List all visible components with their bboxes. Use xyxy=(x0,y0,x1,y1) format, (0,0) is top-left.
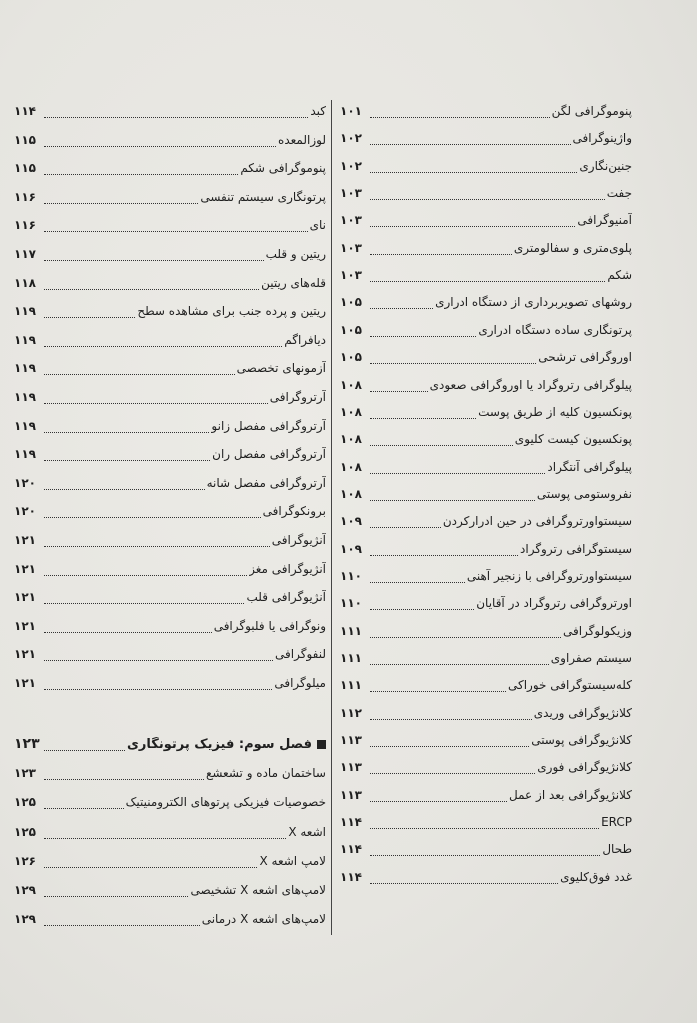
toc-entry-title: لامپ اشعه X xyxy=(259,854,326,868)
toc-page-number: ۱۱۱ xyxy=(340,678,362,692)
toc-entry xyxy=(340,155,632,177)
dot-leader xyxy=(44,395,268,404)
dot-leader xyxy=(370,383,428,392)
toc-page-number: ۱۰۸ xyxy=(340,487,362,501)
dot-leader xyxy=(370,656,549,665)
toc-entry xyxy=(340,483,632,505)
toc-entry-title: لامپ‌های اشعه X درمانی xyxy=(201,912,326,926)
section-square-icon xyxy=(317,740,326,749)
toc-entry xyxy=(340,291,632,313)
toc-page-number: ۱۰۹ xyxy=(340,514,362,528)
toc-page-number: ۱۰۳ xyxy=(340,186,362,200)
dot-leader xyxy=(44,195,198,204)
toc-entry xyxy=(340,784,632,806)
toc-entry xyxy=(14,157,326,179)
toc-entry-title: سیستم صفراوی xyxy=(550,651,632,665)
toc-page-number: ۱۰۵ xyxy=(340,323,362,337)
dot-leader xyxy=(370,629,561,638)
toc-entry xyxy=(340,866,632,888)
toc-page-number: ۱۲۵ xyxy=(14,825,36,839)
dot-leader xyxy=(44,109,308,118)
toc-entry-title: شکم xyxy=(607,268,632,282)
toc-page-number: ۱۰۳ xyxy=(340,213,362,227)
dot-leader xyxy=(370,109,550,118)
toc-page-number: ۱۲۱ xyxy=(14,619,36,633)
toc-page-number: ۱۲۱ xyxy=(14,647,36,661)
dot-leader xyxy=(44,771,204,780)
toc-page-number: ۱۱۴ xyxy=(340,815,362,829)
toc-entry xyxy=(340,346,632,368)
toc-page-number: ۱۲۵ xyxy=(14,795,36,809)
dot-leader xyxy=(44,567,247,576)
toc-page-number: ۱۰۹ xyxy=(340,542,362,556)
toc-page-number: ۱۱۵ xyxy=(14,161,36,175)
toc-entry-title: ریتین و قلب xyxy=(265,247,326,261)
dot-leader xyxy=(44,624,212,633)
dot-leader xyxy=(370,574,465,583)
toc-page-number: ۱۰۸ xyxy=(340,432,362,446)
dot-leader xyxy=(370,300,433,309)
toc-page-number: ۱۱۴ xyxy=(340,842,362,856)
dot-leader xyxy=(370,328,476,337)
toc-entry-title: قله‌های ریتین xyxy=(261,276,326,290)
toc-page-number: ۱۱۹ xyxy=(14,333,36,347)
toc-entry-title: سیستوگرافی رتروگراد xyxy=(520,542,632,556)
toc-page-number: ۱۲۱ xyxy=(14,676,36,690)
toc-page-number: ۱۱۷ xyxy=(14,247,36,261)
toc-entry xyxy=(340,428,632,450)
toc-entry-title: جفت xyxy=(606,186,632,200)
toc-entry xyxy=(340,374,632,396)
toc-page-number: ۱۲۳ xyxy=(14,766,36,780)
toc-entry xyxy=(340,838,632,860)
toc-entry xyxy=(340,100,632,122)
dot-leader xyxy=(44,509,261,518)
toc-entry-title: سیستواورتروگرافی در حین ادرارکردن xyxy=(442,514,632,528)
toc-entry-title: نای xyxy=(309,218,326,232)
toc-section-heading xyxy=(14,733,326,755)
toc-page-number: ۱۲۰ xyxy=(14,504,36,518)
toc-entry-title: آرتروگرافی xyxy=(269,390,326,404)
toc-entry-title: پنوموگرافی لگن xyxy=(551,104,632,118)
toc-entry xyxy=(340,182,632,204)
toc-entry xyxy=(14,329,326,351)
toc-entry-title: دیافراگم xyxy=(284,333,326,347)
dot-leader xyxy=(44,652,273,661)
toc-entry xyxy=(14,272,326,294)
toc-entry xyxy=(14,186,326,208)
toc-page-number: ۱۲۳ xyxy=(14,736,40,752)
toc-entry xyxy=(340,592,632,614)
dot-leader xyxy=(370,465,545,474)
toc-entry-title: سیستواورتروگرافی با زنجیر آهنی xyxy=(466,569,632,583)
toc-page-number: ۱۰۲ xyxy=(340,159,362,173)
toc-entry xyxy=(340,702,632,724)
toc-page-number: ۱۱۶ xyxy=(14,218,36,232)
dot-leader xyxy=(44,830,286,839)
dot-leader xyxy=(44,595,244,604)
toc-page-number: ۱۱۸ xyxy=(14,276,36,290)
toc-page-number: ۱۰۵ xyxy=(340,295,362,309)
dot-leader xyxy=(44,424,209,433)
toc-page-number: ۱۱۳ xyxy=(340,760,362,774)
toc-entry-title: کلانژیوگرافی پوستی xyxy=(531,733,632,747)
toc-entry-title: ساختمان ماده و تشعشع xyxy=(205,766,326,780)
dot-leader xyxy=(370,820,599,829)
dot-leader xyxy=(370,191,605,200)
toc-page-number: ۱۰۸ xyxy=(340,460,362,474)
toc-entry-title: آرتروگرافی مفصل شانه xyxy=(206,476,326,490)
toc-page-number: ۱۲۱ xyxy=(14,562,36,576)
toc-page-number: ۱۱۹ xyxy=(14,419,36,433)
toc-page-number: ۱۱۴ xyxy=(14,104,36,118)
dot-leader xyxy=(44,888,188,897)
toc-entry-title: پرتونگاری ساده دستگاه ادراری xyxy=(478,323,632,337)
toc-entry xyxy=(14,672,326,694)
toc-entry xyxy=(14,586,326,608)
toc-entry-title: پلوی‌متری و سفالومتری xyxy=(513,241,632,255)
toc-page-number: ۱۲۱ xyxy=(14,533,36,547)
dot-leader xyxy=(44,338,282,347)
dot-leader xyxy=(370,601,474,610)
dot-leader xyxy=(44,742,125,751)
dot-leader xyxy=(370,519,441,528)
toc-entry-title: کلانژیوگرافی فوری xyxy=(537,760,632,774)
toc-entry-title: آنژیوگرافی قلب xyxy=(246,590,326,604)
dot-leader xyxy=(370,136,571,145)
toc-entry xyxy=(14,472,326,494)
toc-entry xyxy=(340,264,632,286)
dot-leader xyxy=(44,281,259,290)
dot-leader xyxy=(370,875,558,884)
toc-entry xyxy=(14,415,326,437)
dot-leader xyxy=(44,309,135,318)
toc-entry xyxy=(14,129,326,151)
toc-entry xyxy=(340,647,632,669)
dot-leader xyxy=(44,166,238,175)
toc-entry xyxy=(14,762,326,784)
toc-page-number: ۱۱۴ xyxy=(340,870,362,884)
dot-leader xyxy=(370,683,506,692)
toc-entry-title: پنوموگرافی شکم xyxy=(240,161,326,175)
toc-entry xyxy=(14,300,326,322)
toc-entry xyxy=(340,456,632,478)
dot-leader xyxy=(370,218,575,227)
dot-leader xyxy=(44,138,276,147)
toc-entry xyxy=(14,850,326,872)
toc-entry-title: برونکوگرافی xyxy=(262,504,326,518)
toc-entry-title: واژینوگرافی xyxy=(572,131,632,145)
toc-entry-title: وزیکولوگرافی xyxy=(562,624,632,638)
toc-page-number: ۱۰۵ xyxy=(340,350,362,364)
toc-entry xyxy=(14,214,326,236)
toc-entry xyxy=(340,237,632,259)
toc-page-number: ۱۰۳ xyxy=(340,268,362,282)
dot-leader xyxy=(370,410,476,419)
toc-entry xyxy=(340,674,632,696)
toc-entry xyxy=(14,615,326,637)
dot-leader xyxy=(44,538,270,547)
toc-entry-title: اورتروگرافی رتروگراد در آقایان xyxy=(476,596,632,610)
toc-entry xyxy=(14,908,326,930)
toc-entry-title: آنژیوگرافی مغز xyxy=(249,562,326,576)
dot-leader xyxy=(370,355,536,364)
toc-entry-title: غدد فوق‌کلیوی xyxy=(560,870,632,884)
toc-page-number: ۱۱۵ xyxy=(14,133,36,147)
toc-entry-title: لنفوگرافی xyxy=(275,647,326,661)
dot-leader xyxy=(44,800,124,809)
toc-entry xyxy=(340,756,632,778)
toc-page-number: ۱۲۹ xyxy=(14,912,36,926)
dot-leader xyxy=(44,681,272,690)
toc-entry xyxy=(340,620,632,642)
dot-leader xyxy=(44,252,264,261)
toc-entry xyxy=(14,643,326,665)
dot-leader xyxy=(370,547,518,556)
toc-page-number: ۱۲۱ xyxy=(14,590,36,604)
toc-entry-title: پونکسیون کلیه از طریق پوست xyxy=(478,405,632,419)
toc-entry xyxy=(14,100,326,122)
dot-leader xyxy=(370,273,605,282)
toc-entry-title: لامپ‌های اشعه X تشخیصی xyxy=(190,883,326,897)
toc-entry xyxy=(14,500,326,522)
toc-entry xyxy=(14,386,326,408)
dot-leader xyxy=(44,223,308,232)
toc-entry-title: آزمونهای تخصصی xyxy=(236,361,326,375)
dot-leader xyxy=(370,437,513,446)
toc-page-number: ۱۱۱ xyxy=(340,651,362,665)
toc-entry xyxy=(340,209,632,231)
toc-entry xyxy=(14,243,326,265)
toc-entry-title: اشعه X xyxy=(288,825,326,839)
dot-leader xyxy=(370,738,529,747)
toc-page-number: ۱۱۹ xyxy=(14,447,36,461)
toc-page-number: ۱۱۳ xyxy=(340,788,362,802)
column-divider xyxy=(331,100,332,935)
toc-entry xyxy=(14,879,326,901)
toc-entry-title: اوروگرافی ترشحی xyxy=(538,350,632,364)
toc-entry-title: آرتروگرافی مفصل زانو xyxy=(211,419,326,433)
dot-leader xyxy=(370,793,507,802)
toc-page-number: ۱۰۳ xyxy=(340,241,362,255)
toc-page-number: ۱۲۶ xyxy=(14,854,36,868)
toc-entry-title: میلوگرافی xyxy=(274,676,326,690)
toc-entry xyxy=(14,821,326,843)
dot-leader xyxy=(44,859,257,868)
toc-entry xyxy=(340,538,632,560)
toc-page-number: ۱۱۰ xyxy=(340,569,362,583)
toc-page-number: ۱۰۲ xyxy=(340,131,362,145)
toc-entry-title: لوزالمعده xyxy=(278,133,326,147)
toc-entry-title: ونوگرافی یا فلبوگرافی xyxy=(213,619,326,633)
dot-leader xyxy=(370,711,532,720)
toc-entry-title: ERCP xyxy=(601,815,632,829)
toc-page-number: ۱۲۰ xyxy=(14,476,36,490)
toc-page-number: ۱۱۳ xyxy=(340,733,362,747)
toc-entry xyxy=(340,127,632,149)
toc-entry-title: آرتروگرافی مفصل ران xyxy=(212,447,326,461)
dot-leader xyxy=(370,246,512,255)
toc-entry xyxy=(340,729,632,751)
toc-entry xyxy=(340,319,632,341)
toc-entry-title: پونکسیون کیست کلیوی xyxy=(514,432,632,446)
dot-leader xyxy=(370,164,577,173)
toc-page-number: ۱۰۸ xyxy=(340,405,362,419)
toc-entry-title: فصل سوم: فیزیک پرتونگاری xyxy=(127,736,312,752)
dot-leader xyxy=(44,452,210,461)
toc-entry-title: کله‌سیستوگرافی خوراکی xyxy=(507,678,632,692)
toc-entry xyxy=(340,401,632,423)
toc-entry-title: روشهای تصویربرداری از دستگاه ادراری xyxy=(435,295,632,309)
dot-leader xyxy=(370,492,535,501)
toc-page-number: ۱۱۹ xyxy=(14,304,36,318)
toc-entry-title: جنین‌نگاری xyxy=(579,159,632,173)
toc-page-number: ۱۱۲ xyxy=(340,706,362,720)
toc-entry-title: خصوصیات فیزیکی پرتوهای الکترومنیتیک xyxy=(125,795,326,809)
toc-entry xyxy=(340,811,632,833)
toc-entry xyxy=(14,791,326,813)
toc-entry xyxy=(14,558,326,580)
toc-entry-title: طحال xyxy=(602,842,632,856)
dot-leader xyxy=(370,765,535,774)
toc-entry-title: کبد xyxy=(310,104,326,118)
toc-page-number: ۱۲۹ xyxy=(14,883,36,897)
dot-leader xyxy=(370,847,600,856)
toc-entry-title: آمنیوگرافی xyxy=(577,213,632,227)
toc-page-number: ۱۱۰ xyxy=(340,596,362,610)
dot-leader xyxy=(44,917,200,926)
toc-entry-title: کلانژیوگرافی وریدی xyxy=(533,706,632,720)
toc-page-number: ۱۱۹ xyxy=(14,361,36,375)
toc-entry-title: نفروستومی پوستی xyxy=(536,487,632,501)
toc-entry-title: آنژیوگرافی xyxy=(271,533,326,547)
toc-entry-title: پیلوگرافی آنتگراد xyxy=(547,460,632,474)
toc-page-number: ۱۱۶ xyxy=(14,190,36,204)
toc-entry xyxy=(340,565,632,587)
toc-page-number: ۱۰۱ xyxy=(340,104,362,118)
toc-entry-title: ریتین و پرده جنب برای مشاهده سطح xyxy=(137,304,326,318)
toc-entry xyxy=(14,357,326,379)
toc-page-number: ۱۱۹ xyxy=(14,390,36,404)
toc-entry xyxy=(14,443,326,465)
toc-entry xyxy=(340,510,632,532)
toc-entry xyxy=(14,529,326,551)
toc-entry-title: کلانژیوگرافی بعد از عمل xyxy=(509,788,632,802)
toc-page-number: ۱۰۸ xyxy=(340,378,362,392)
toc-entry-title: پرتونگاری سیستم تنفسی xyxy=(200,190,326,204)
dot-leader xyxy=(44,366,235,375)
toc-page-number: ۱۱۱ xyxy=(340,624,362,638)
toc-entry-title: پیلوگرافی رتروگراد یا اوروگرافی صعودی xyxy=(429,378,632,392)
dot-leader xyxy=(44,481,205,490)
